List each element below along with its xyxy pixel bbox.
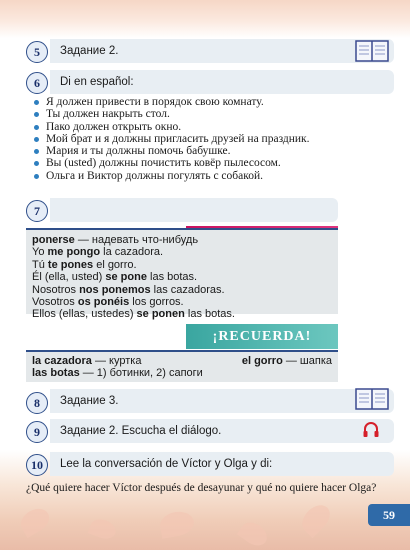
exercise-7-bar: [50, 198, 338, 222]
conjugation-line: Él (ella, usted) se pone las botas.: [32, 271, 198, 284]
sentence-list: [32, 96, 392, 182]
list-item: Мой брат и я должны пригласить друзей на праздник.: [32, 133, 392, 145]
exercise-5-text: Задание 2.: [60, 45, 119, 57]
exercise-number-5: 5: [26, 41, 48, 63]
list-item: Мария и ты должны помочь бабушке.: [32, 145, 392, 157]
exercise-number-6: 6: [26, 72, 48, 94]
exercise-number-9: 9: [26, 421, 48, 443]
vocab-item: las botas — 1) ботинки, 2) сапоги: [32, 367, 203, 380]
vocab-item: el gorro — шапка: [241, 355, 332, 367]
page-number: 59: [368, 504, 410, 526]
exercise-9-text: Задание 2. Escucha el diálogo.: [60, 425, 222, 437]
top-decoration: [0, 0, 410, 38]
exercise-number-8: 8: [26, 392, 48, 414]
list-item: Я должен привести в порядок свою комнату.: [32, 96, 392, 108]
list-item: Вы (usted) должны почистить ковёр пылесосом.: [32, 157, 392, 169]
exercise-8-text: Задание 3.: [60, 395, 119, 407]
workbook-icon: [354, 39, 390, 63]
exercise-10-text: Lee la conversación de Víctor y Olga y di:: [60, 458, 273, 470]
recuerda-row: [32, 355, 332, 367]
conjugation-line: Ellos (ellas, ustedes) se ponen las botas.: [32, 308, 235, 321]
workbook-icon: [354, 387, 390, 411]
recuerda-banner: ¡RECUERDA!: [186, 324, 338, 349]
conjugation-line: Yo me pongo la cazadora.: [32, 246, 164, 259]
exercise-9-bar: [50, 419, 394, 443]
exercise-number-7: 7: [26, 200, 48, 222]
conjugation-line: Nosotros nos ponemos las cazadoras.: [32, 283, 225, 296]
exercise-5-bar: [50, 39, 394, 63]
conjugation-line: Tú te pones el gorro.: [32, 258, 137, 271]
exercise-6-bar: [50, 70, 394, 94]
exercise-8-bar: [50, 389, 394, 413]
conjugation-line: Vosotros os ponéis los gorros.: [32, 296, 184, 309]
definition-line: ponerse — надевать что-нибудь: [32, 234, 199, 246]
exercise-10-bar: [50, 452, 394, 476]
dialog-question: ¿Qué quiere hacer Víctor después de desayunar y qué no quiere hacer Olga?: [26, 482, 377, 494]
headphones-icon[interactable]: [362, 421, 380, 439]
vocab-item: la cazadora — куртка: [32, 355, 142, 367]
recuerda-box: [26, 350, 338, 382]
exercise-6-text: Di en español:: [60, 76, 134, 88]
list-item: Ты должен накрыть стол.: [32, 108, 392, 120]
list-item: Ольга и Виктор должны погулять с собакой.: [32, 170, 392, 182]
exercise-number-10: 10: [26, 454, 48, 476]
list-item: Пако должен открыть окно.: [32, 121, 392, 133]
aprende-box: [26, 228, 338, 321]
